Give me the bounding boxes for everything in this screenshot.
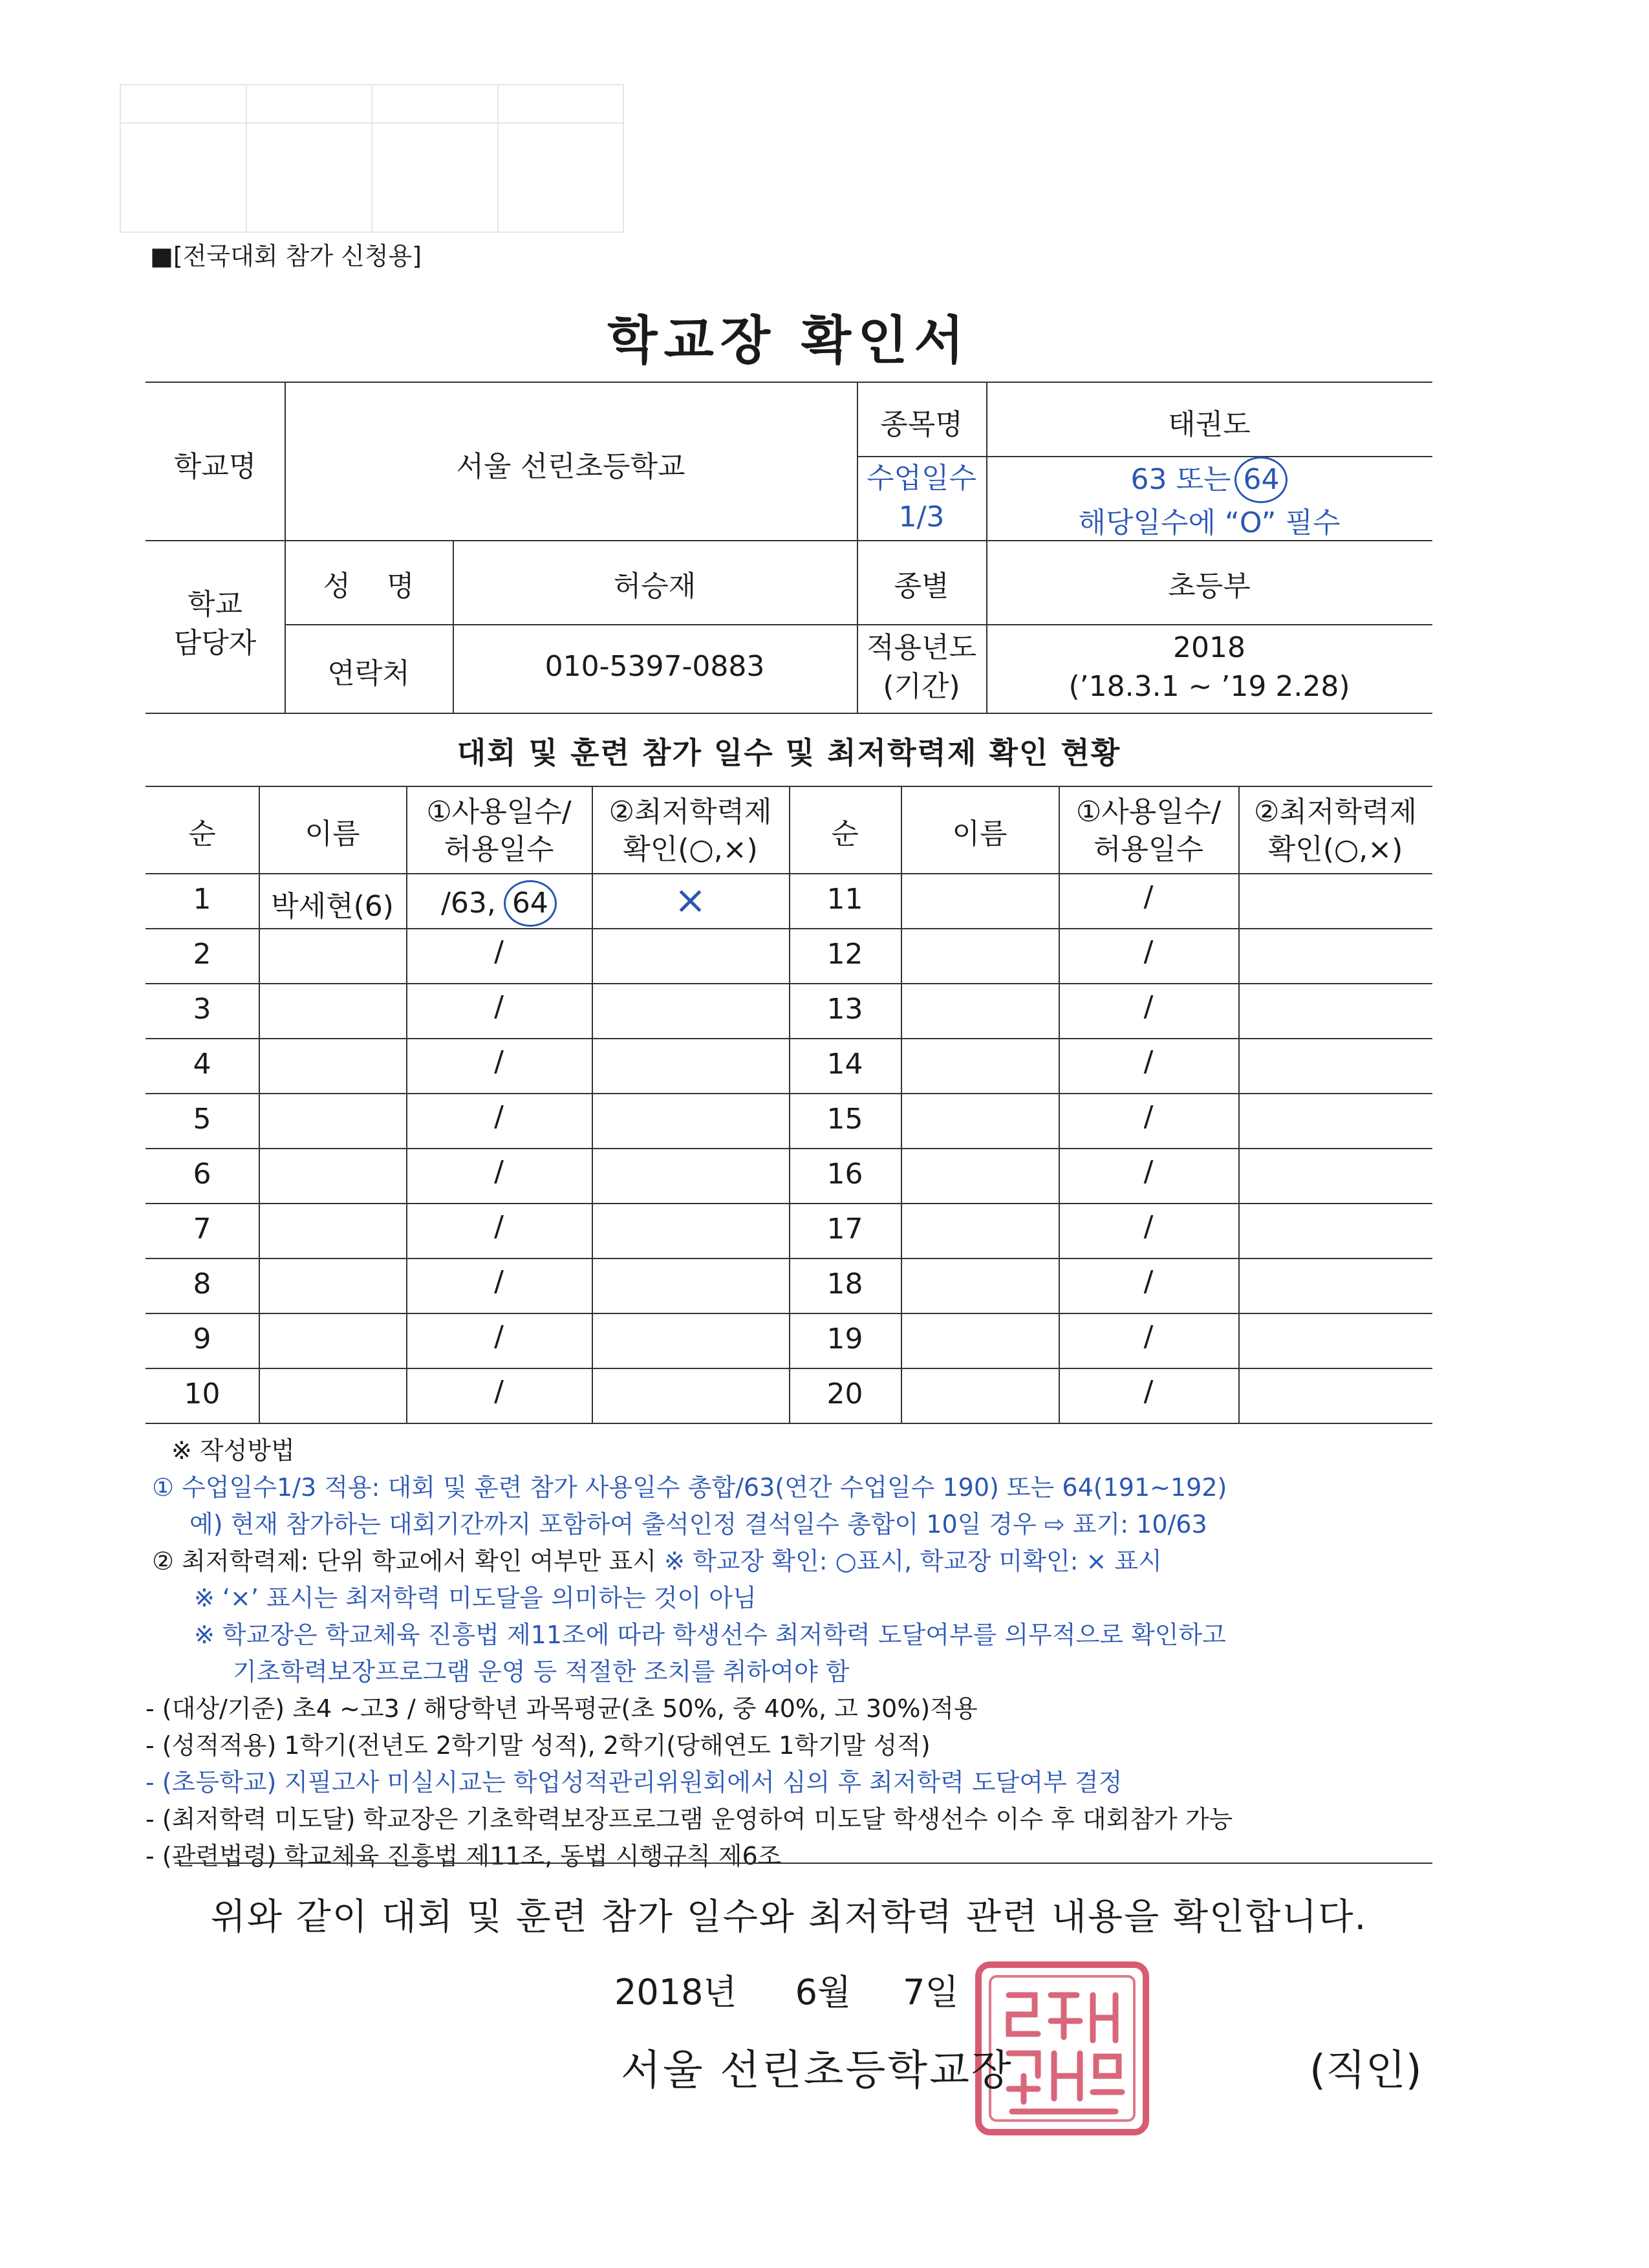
info-table-line [146, 713, 1432, 714]
table-line [901, 786, 902, 1423]
table-header-line2: 허용일수 [1093, 833, 1203, 866]
table-header: 이름 [305, 817, 360, 850]
table-header-line1: ①사용일수/ [1075, 795, 1222, 828]
row-days-text: / [494, 935, 504, 968]
info-table-line [146, 382, 1432, 383]
notes-heading: ※ 작성방법 [171, 1436, 295, 1465]
row-days-text: / [1143, 1100, 1154, 1133]
row-days-circled: 64 [504, 880, 557, 927]
row-days [406, 1265, 592, 1298]
row-number: 5 [193, 1103, 211, 1136]
table-header-line2: 확인(○,×) [1267, 833, 1403, 866]
note-dash-4: - (최저학력 미도달) 학교장은 기초학력보장프로그램 운영하여 미도달 학생선수 이수 후 대회참가 가능 [146, 1805, 1233, 1833]
row-days [1059, 880, 1238, 913]
note-item-2-text: ② 최저학력제: 단위 학교에서 확인 여부만 표시 [152, 1547, 657, 1575]
row-days [1059, 990, 1238, 1023]
table-header-line1: ②최저학력제 [609, 795, 772, 828]
date-year: 2018년 [614, 1972, 737, 2013]
days-value-text: 63 또는 [1130, 463, 1231, 496]
name-label: 성 명 [323, 570, 415, 603]
note-item-2 [152, 1543, 1445, 1580]
table-line [146, 1423, 1432, 1424]
days-value-circled: 64 [1234, 457, 1288, 503]
row-days-text: / [494, 1100, 504, 1133]
note-dash-5: - (관련법령) 학교체육 진흥법 제11조, 동법 시행규칙 제6조 [146, 1842, 782, 1870]
event-label: 종목명 [880, 408, 963, 441]
note-sub-1: ※ ‘×’ 표시는 최저학력 미도달을 의미하는 것이 아님 [194, 1584, 757, 1612]
row-days [406, 1045, 592, 1078]
days-label [857, 459, 986, 537]
school-label: 학교명 [173, 450, 257, 483]
row-number: 2 [193, 938, 211, 971]
row-number: 8 [193, 1268, 211, 1301]
form-type-label: ■[전국대회 참가 신청용] [150, 242, 422, 270]
contact-value: 010-5397-0883 [544, 650, 765, 683]
table-header-line1: ②최저학력제 [1254, 795, 1417, 828]
row-days [1059, 1100, 1238, 1133]
row-number: 3 [193, 993, 211, 1026]
row-number: 9 [193, 1323, 211, 1355]
year-label-line2: (기간) [883, 670, 960, 703]
date-month: 6월 [795, 1972, 852, 2013]
row-days [406, 1100, 592, 1133]
info-table-line [285, 624, 1432, 625]
date [614, 1965, 959, 2014]
row-days-text: / [1143, 1045, 1154, 1078]
row-number: 7 [193, 1213, 211, 1246]
note-dash-2: - (성적적용) 1학기(전년도 2학기말 성적), 2학기(당해연도 1학기말 성적) [146, 1731, 931, 1760]
notes-divider [175, 1863, 1432, 1864]
row-days-text: / [494, 1375, 504, 1408]
row-days [406, 1375, 592, 1408]
row-number: 4 [193, 1048, 211, 1081]
days-value [986, 457, 1432, 543]
row-days [406, 1320, 592, 1353]
row-days-text: / [494, 1265, 504, 1298]
approval-box [120, 84, 624, 233]
row-days-text: / [1143, 1155, 1154, 1188]
confirmation-statement: 위와 같이 대회 및 훈련 참가 일수와 최저학력 관련 내용을 확인합니다. [210, 1896, 1368, 1938]
year-label-line1: 적용년도 [866, 631, 976, 664]
row-days [1059, 935, 1238, 968]
row-number: 12 [826, 938, 863, 971]
note-dash-1: - (대상/기준) 초4 ~고3 / 해당학년 과목평균(초 50%, 중 40%, 고 30%)적용 [146, 1694, 978, 1723]
staff-label [146, 585, 285, 663]
row-days [1059, 1375, 1238, 1408]
note-dash-3: - (초등학교) 지필고사 미실시교는 학업성적관리위원회에서 심의 후 최저학력 도달여부 결정 [146, 1768, 1123, 1797]
year-value [986, 629, 1432, 706]
event-value: 태권도 [1168, 408, 1251, 441]
table-header [406, 794, 592, 869]
note-item-2-blue: ※ 학교장 확인: ○표시, 학교장 미확인: × 표시 [656, 1547, 1162, 1575]
note-sub-2-cont: 기초학력보장프로그램 운영 등 적절한 조치를 취하여야 함 [233, 1658, 850, 1686]
table-header [592, 794, 789, 869]
instructions [146, 1432, 1445, 1875]
row-number: 19 [826, 1323, 863, 1355]
name-value: 허승재 [613, 570, 696, 603]
table-header [1238, 794, 1432, 869]
staff-label-line1: 학교 [187, 588, 242, 621]
note-item-1: ① 수업일수1/3 적용: 대회 및 훈련 참가 사용일수 총합/63(연간 수업일수 190) 또는 64(191~192) [152, 1473, 1227, 1502]
row-number: 15 [826, 1103, 863, 1136]
row-days-text: / [1143, 1210, 1154, 1243]
row-number: 20 [826, 1377, 863, 1410]
days-value-note: 해당일수에 “O” 필수 [1078, 506, 1341, 539]
school-value: 서울 선린초등학교 [456, 450, 685, 483]
row-days [406, 990, 592, 1023]
row-days [1059, 1210, 1238, 1243]
table-line [259, 786, 260, 1423]
category-label: 종별 [894, 570, 949, 603]
signer-name: 서울 선린초등학교장 [621, 2047, 1013, 2095]
category-value: 초등부 [1168, 570, 1251, 603]
days-label-line1: 수업일수 [866, 462, 976, 495]
staff-label-line2: 담당자 [173, 627, 257, 660]
row-name: 박세현(6) [271, 890, 394, 923]
table-header [1059, 794, 1238, 869]
row-days-text: / [1143, 1320, 1154, 1353]
row-days-text: / [1143, 1375, 1154, 1408]
note-item-1-cont: 예) 현재 참가하는 대회기간까지 포함하여 출석인정 결석일수 총합이 10일 경우 ⇨ 표기: 10/63 [189, 1510, 1207, 1539]
row-days [406, 935, 592, 968]
row-number: 16 [826, 1158, 863, 1191]
year-value-line1: 2018 [1173, 631, 1245, 664]
year-value-line2: (’18.3.1 ~ ’19 2.28) [1068, 670, 1350, 703]
row-number: 18 [826, 1268, 863, 1301]
row-days-text: /63, [441, 887, 496, 920]
row-days-text: / [494, 1045, 504, 1078]
row-days [1059, 1320, 1238, 1353]
row-number: 6 [193, 1158, 211, 1191]
row-days-text: / [494, 1210, 504, 1243]
table-header: 순 [188, 817, 216, 850]
row-days-text: / [494, 1320, 504, 1353]
table-line [1238, 786, 1240, 1423]
contact-label: 연락처 [327, 657, 410, 690]
row-days-text: / [1143, 935, 1154, 968]
row-days [406, 1210, 592, 1243]
seal-note: (직인) [1310, 2047, 1422, 2095]
row-days [406, 1155, 592, 1188]
row-days-text: / [1143, 1265, 1154, 1298]
row-days [1059, 1155, 1238, 1188]
table-header: 이름 [952, 817, 1008, 850]
row-days-text: / [1143, 880, 1154, 913]
days-label-line2: 1/3 [898, 501, 945, 534]
table-header: 순 [831, 817, 859, 850]
row-days-text: / [1143, 990, 1154, 1023]
row-days [1059, 1045, 1238, 1078]
table-header-line2: 허용일수 [444, 833, 554, 866]
row-number: 17 [826, 1213, 863, 1246]
table-header-line1: ①사용일수/ [426, 795, 572, 828]
table-header-line2: 확인(○,×) [623, 833, 758, 866]
section-title: 대회 및 훈련 참가 일수 및 최저학력제 확인 현황 [457, 735, 1121, 770]
row-number: 11 [826, 883, 863, 916]
row-number: 13 [826, 993, 863, 1026]
note-sub-2: ※ 학교장은 학교체육 진흥법 제11조에 따라 학생선수 최저학력 도달여부를 의무적으로 확인하고 [194, 1621, 1226, 1649]
row-number: 10 [184, 1377, 221, 1410]
date-day: 7일 [903, 1972, 959, 2013]
year-label [857, 629, 986, 706]
row-check: × [674, 878, 707, 923]
row-days-text: / [494, 1155, 504, 1188]
row-number: 14 [826, 1048, 863, 1081]
row-days [406, 880, 592, 927]
row-days-text: / [494, 990, 504, 1023]
document-title: 학교장 확인서 [607, 310, 971, 371]
row-number: 1 [193, 883, 211, 916]
row-days [1059, 1265, 1238, 1298]
